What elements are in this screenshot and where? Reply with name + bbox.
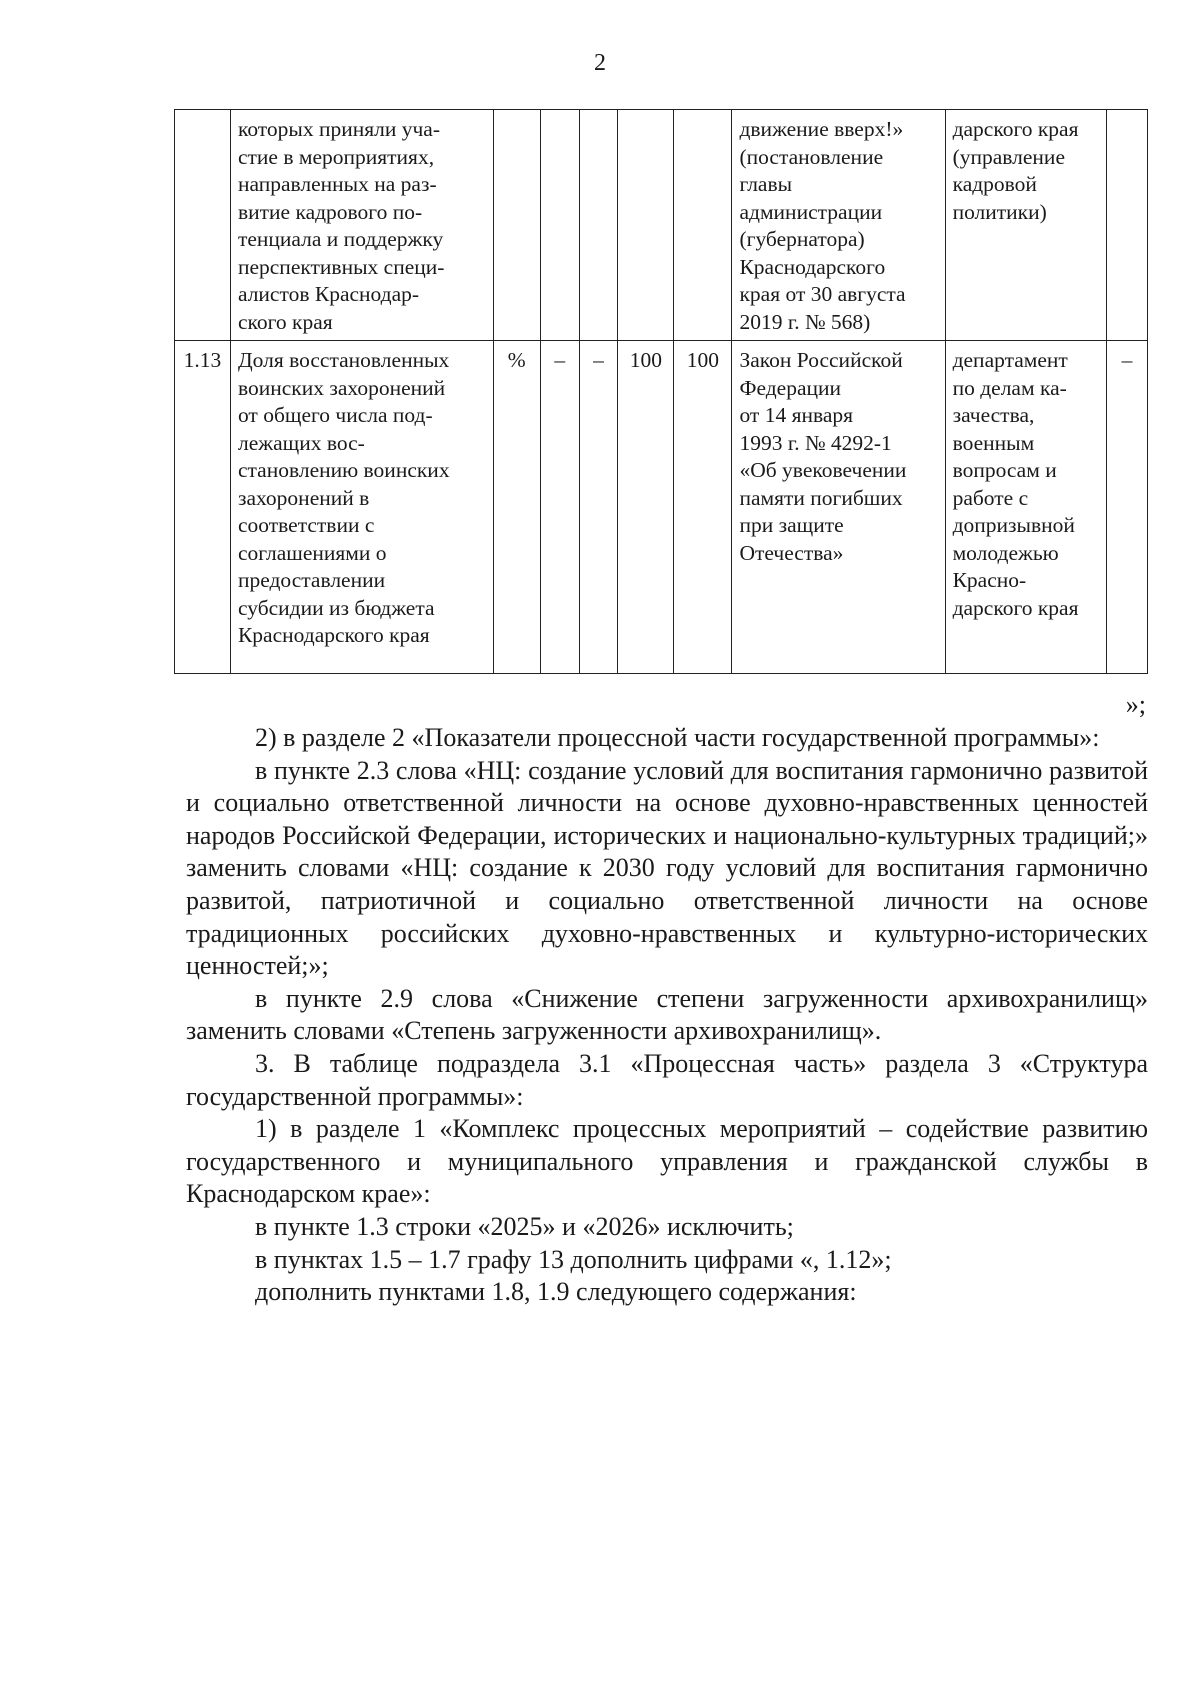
table-cell-unit <box>493 110 540 341</box>
table-cell-last: – <box>1107 341 1148 674</box>
paragraph: в пунктах 1.5 – 1.7 графу 13 дополнить цифрами «, 1.12»; <box>255 1244 892 1274</box>
closing-quote-mark: »; <box>1125 690 1146 719</box>
paragraph: 1) в разделе 1 «Комплекс процессных мероприятий – содействие развитию государственного и муниципального управления и гражданской службы в Краснодарском крае»: <box>186 1114 1148 1209</box>
paragraph: дополнить пунктами 1.8, 1.9 следующего содержания: <box>255 1277 857 1307</box>
table-cell-number: 1.13 <box>175 341 231 674</box>
table-cell-responsible: дарского края (управление кадровой политики) <box>945 110 1106 341</box>
table-cell-value <box>579 110 618 341</box>
table-cell-unit: % <box>493 341 540 674</box>
amendment-table <box>174 109 1148 674</box>
paragraph: 2) в разделе 2 «Показатели процессной части государственной программы»: <box>255 723 1100 752</box>
table-cell-number <box>175 110 231 341</box>
table-cell-indicator: которых приняли уча- стие в мероприятиях, направленных на раз- витие кадрового по- тенциала и поддержку перспективных специ- алистов Краснодар- ского края <box>230 110 493 341</box>
table-cell-value <box>674 110 732 341</box>
table-cell-value: 100 <box>618 341 674 674</box>
table-cell-basis: Закон Российской Федерации от 14 января 1993 г. № 4292-1 «Об увековечении памяти погибших при защите Отечества» <box>732 341 945 674</box>
paragraph: в пункте 2.3 слова «НЦ: создание условий для воспитания гармонично развитой и социально ответственной личности на основе духовно-нравственных ценностей народов Российской Федерации, исторических и национально-культурных традиций;» заменить словами «НЦ: создание к 2030 году условий для воспитания гармонично развитой, патриотичной и социально ответственной личности на основе традиционных российских духовно-нравственных и культурно-исторических ценностей;»; <box>186 755 1148 981</box>
table-cell-responsible: департамент по делам ка- зачества, военным вопросам и работе с допризывной молодежью Красно- дарского края <box>945 341 1106 674</box>
table-cell-value <box>540 110 579 341</box>
page-number: 2 <box>594 50 606 76</box>
table-cell-value: 100 <box>674 341 732 674</box>
paragraph: 3. В таблице подраздела 3.1 «Процессная часть» раздела 3 «Структура государственной программы»: <box>186 1048 1148 1111</box>
table-row <box>175 341 1148 674</box>
paragraph: в пункте 2.9 слова «Снижение степени загруженности архивохранилищ» заменить словами «Степень загруженности архивохранилищ». <box>186 983 1148 1046</box>
table-cell-last <box>1107 110 1148 341</box>
paragraph: в пункте 1.3 строки «2025» и «2026» исключить; <box>255 1211 794 1241</box>
table-cell-indicator: Доля восстановленных воинских захоронений от общего числа под- лежащих вос- становлению воинских захоронений в соответствии с соглашениями о предоставлении субсидии из бюджета Краснодарского края <box>230 341 493 674</box>
table-cell-value <box>618 110 674 341</box>
table-cell-value: – <box>540 341 579 674</box>
body-text <box>186 722 1148 1309</box>
table-cell-value: – <box>579 341 618 674</box>
table-cell-basis: движение вверх!» (постановление главы администрации (губернатора) Краснодарского края от 30 августа 2019 г. № 568) <box>732 110 945 341</box>
table-row <box>175 110 1148 341</box>
